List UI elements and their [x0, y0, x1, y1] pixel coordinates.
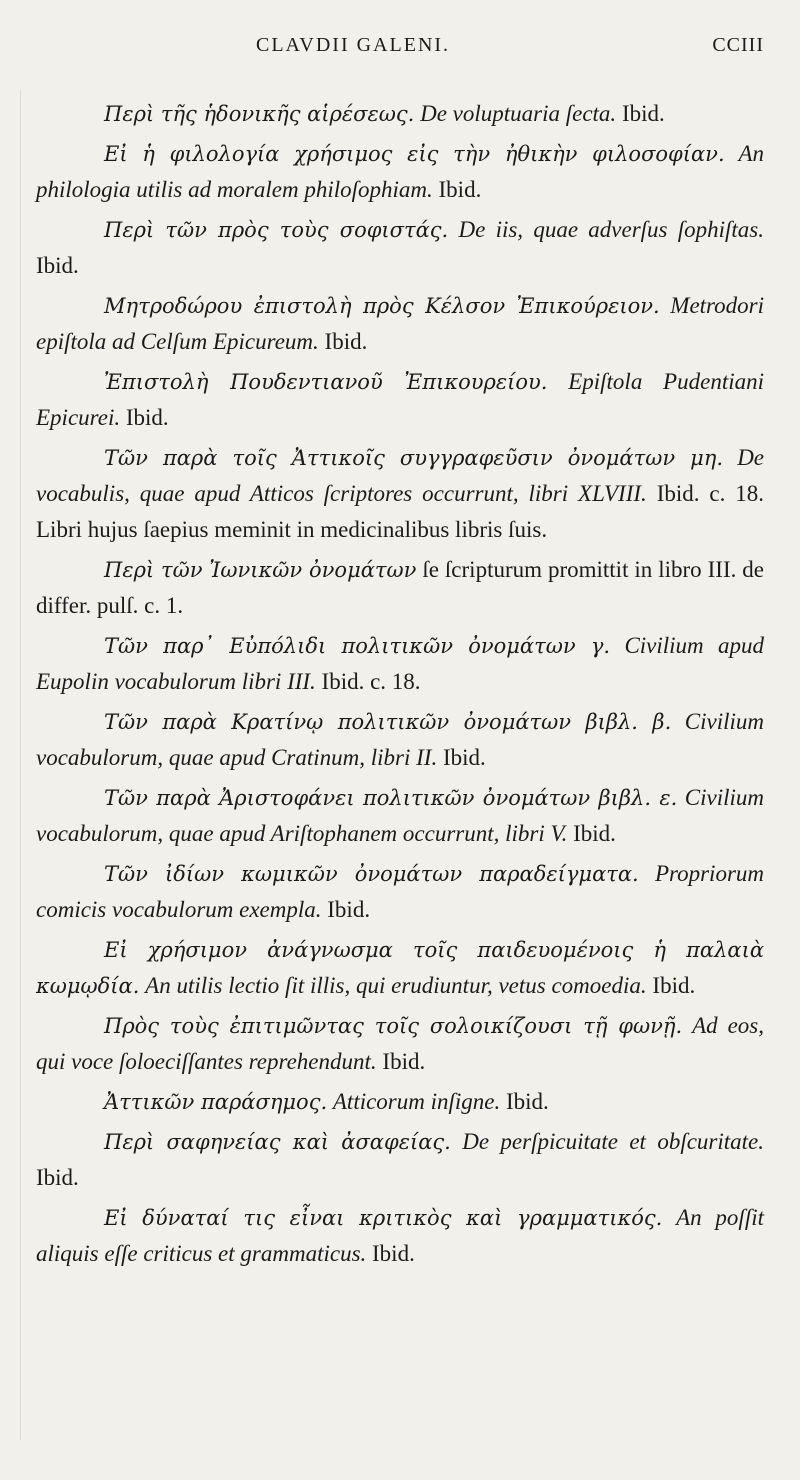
greek-title: Περὶ τῶν πρὸς τοὺς σοφιστάς. — [104, 218, 449, 242]
latin-title: Civilium apud Eupolin vocabulorum libri III. — [36, 633, 764, 694]
greek-title: Εἰ χρήσιμον ἀνάγνωσμα τοῖς παιδευομένοις ἡ παλαιὰ κωμῳδία. — [36, 938, 764, 998]
catalog-entry — [36, 552, 764, 624]
reference: Ibid. — [621, 101, 665, 126]
catalog-entry — [36, 1084, 764, 1120]
running-head — [0, 34, 800, 58]
running-title: CLAVDII GALENI. — [256, 34, 451, 56]
greek-title: Μητροδώρου ἐπιστολὴ πρὸς Κέλσον Ἐπικούρειον. — [104, 294, 660, 318]
catalog-entry — [36, 1200, 764, 1272]
catalog-entry — [36, 1124, 764, 1196]
latin-title: De iis, quae adverſus ſophiſtas. — [458, 217, 765, 242]
reference: Ibid. c. 18. Libri hujus ſaepius meminit in medicinalibus libris ſuis. — [36, 481, 765, 542]
greek-title: Τῶν παρὰ Κρατίνῳ πολιτικῶν ὀνομάτων βιβλ. β. — [104, 710, 672, 734]
latin-title: Civilium vocabulorum, quae apud Cratinum, libri II. — [36, 709, 765, 770]
catalog-entry — [36, 628, 764, 700]
latin-title: Atticorum inſigne. — [332, 1089, 501, 1114]
greek-title: Πρὸς τοὺς ἐπιτιμῶντας τοῖς σολοικίζουσι τῇ φωνῇ. — [104, 1014, 683, 1038]
latin-title: Ad eos, qui voce ſoloeciſſantes reprehendunt. — [36, 1013, 765, 1074]
greek-title: Ἐπιστολὴ Πουδεντιανοῦ Ἐπικουρείου. — [104, 370, 548, 394]
reference: Ibid. — [438, 177, 482, 202]
latin-title: De voluptuaria ſecta. — [420, 101, 617, 126]
catalog-entry — [36, 440, 764, 548]
reference: Ibid. — [382, 1049, 426, 1074]
reference: Ibid. — [573, 821, 616, 846]
greek-title: Ἀττικῶν παράσημος. — [104, 1090, 328, 1114]
reference: Ibid. — [36, 253, 79, 278]
greek-title: Περὶ τῆς ἡδονικῆς αἱρέσεως. — [104, 102, 415, 126]
catalog-entry — [36, 932, 764, 1004]
greek-title: Περὶ σαφηνείας καὶ ἀσαφείας. — [104, 1130, 451, 1154]
page-number: CCIII — [712, 34, 764, 56]
reference: ſe ſcripturum promittit in libro III. de differ. pulſ. c. 1. — [36, 557, 765, 618]
greek-title: Τῶν ἰδίων κωμικῶν ὀνομάτων παραδείγματα. — [104, 862, 639, 886]
latin-title: An philologia utilis ad moralem philoſophiam. — [36, 141, 764, 202]
catalog-entry — [36, 96, 764, 132]
catalog-entry — [36, 856, 764, 928]
latin-title: De vocabulis, quae apud Atticos ſcriptores occurrunt, libri XLVIII. — [36, 445, 765, 506]
greek-title: Εἰ ἡ φιλολογία χρήσιμος εἰς τὴν ἠθικὴν φιλοσοφίαν. — [104, 142, 725, 166]
catalog-entry — [36, 780, 764, 852]
reference: Ibid. c. 18. — [321, 669, 421, 694]
latin-title: Civilium vocabulorum, quae apud Ariſtophanem occurrunt, libri V. — [36, 785, 765, 846]
reference: Ibid. — [442, 745, 486, 770]
greek-title: Τῶν παρ᾽ Εὐπόλιδι πολιτικῶν ὀνομάτων γ. — [104, 634, 611, 658]
latin-title: Epiſtola Pudentiani Epicurei. — [36, 369, 764, 430]
latin-title: An utilis lectio ſit illis, qui erudiuntur, vetus comoedia. — [145, 973, 647, 998]
catalog-entry — [36, 364, 764, 436]
catalog-entry — [36, 288, 764, 360]
catalog-text — [36, 96, 764, 1276]
greek-title: Τῶν παρὰ τοῖς Ἀττικοῖς συγγραφεῦσιν ὀνομάτων μη. — [104, 446, 724, 470]
catalog-entry — [36, 136, 764, 208]
latin-title: Propriorum comicis vocabulorum exempla. — [36, 861, 765, 922]
latin-title: De perſpicuitate et obſcuritate. — [462, 1129, 764, 1154]
catalog-entry — [36, 704, 764, 776]
catalog-entry — [36, 1008, 764, 1080]
reference: Ibid. — [36, 1165, 79, 1190]
reference: Ibid. — [652, 973, 696, 998]
catalog-entry — [36, 212, 764, 284]
greek-title: Τῶν παρὰ Ἀριστοφάνει πολιτικῶν ὀνομάτων βιβλ. ε. — [104, 786, 678, 810]
reference: Ibid. — [327, 897, 371, 922]
latin-title: Metrodori epiſtola ad Celſum Epicureum. — [36, 293, 764, 354]
reference: Ibid. — [506, 1089, 549, 1114]
reference: Ibid. — [125, 405, 169, 430]
reference: Ibid. — [324, 329, 368, 354]
greek-title: Περὶ τῶν Ἰωνικῶν ὀνομάτων — [104, 558, 417, 582]
latin-title: An poſſit aliquis eſſe criticus et grammaticus. — [36, 1205, 764, 1266]
greek-title: Εἰ δύναταί τις εἶναι κριτικὸς καὶ γραμματικός. — [104, 1206, 663, 1230]
reference: Ibid. — [372, 1241, 415, 1266]
page-edge-line — [20, 90, 21, 1440]
